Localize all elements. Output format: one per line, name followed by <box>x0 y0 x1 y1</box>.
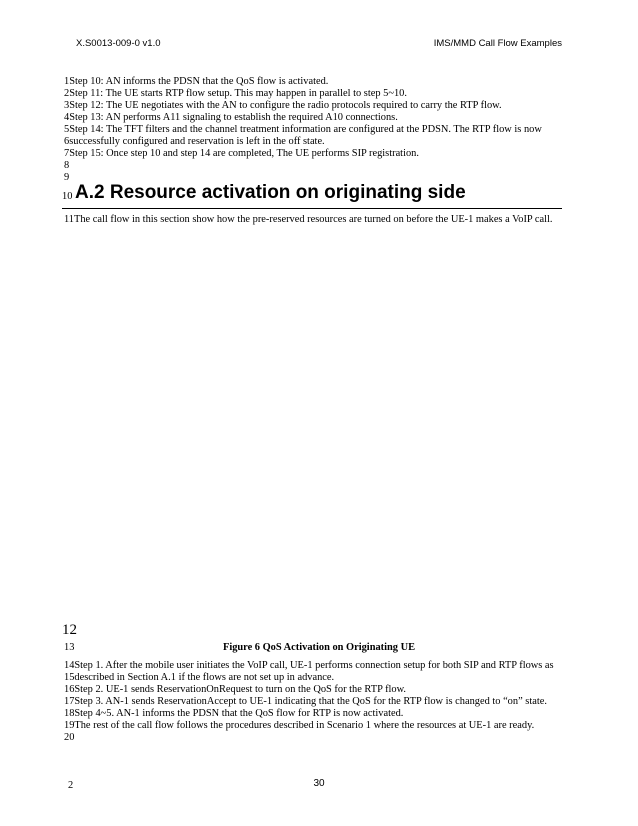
line-text: Step 4~5. AN-1 informs the PDSN that the QoS flow for RTP is now activated. <box>74 708 404 719</box>
text-line <box>64 100 584 112</box>
figure-caption: Figure 6 QoS Activation on Originating UE <box>222 642 416 653</box>
line-text: Step 12: The UE negotiates with the AN to configure the radio protocols required to carry the RTP flow. <box>69 100 502 111</box>
text-line <box>64 708 584 720</box>
line-number: 7 <box>64 148 70 159</box>
line-number: 13 <box>64 642 75 653</box>
line-number: 10 <box>62 191 73 202</box>
text-line <box>64 160 584 172</box>
line-text: The call flow in this section show how the pre-reserved resources are turned on before the UE-1 makes a VoIP call. <box>74 214 553 225</box>
footer-line-number: 2 <box>68 780 74 791</box>
line-text: described in Section A.1 if the flows are not set up in advance. <box>74 672 335 683</box>
text-line <box>64 112 584 124</box>
line-text: Step 3. AN-1 sends ReservationAccept to UE-1 indicating that the QoS for the RTP flow is changed to “on” state. <box>74 696 547 707</box>
line-text: Step 1. After the mobile user initiates the VoIP call, UE-1 performs connection setup for both SIP and RTP flows as <box>74 660 554 671</box>
line-text: Step 15: Once step 10 and step 14 are completed, The UE performs SIP registration. <box>69 148 419 159</box>
text-line <box>64 672 584 684</box>
line-number: 20 <box>64 732 75 743</box>
text-line <box>64 660 584 672</box>
line-text: successfully configured and reservation is left in the off state. <box>69 136 325 147</box>
section-title: A.2 Resource activation on originating side <box>75 182 466 203</box>
line-number: 1 <box>64 76 70 87</box>
text-line <box>64 732 584 744</box>
text-line <box>64 148 584 160</box>
line-number: 8 <box>64 160 70 171</box>
line-number: 2 <box>64 88 70 99</box>
line-text: Step 14: The TFT filters and the channel treatment information are configured at the PDSN. The RTP flow is now <box>69 124 542 135</box>
text-line <box>64 214 584 226</box>
text-line <box>64 124 584 136</box>
line-text: Step 2. UE-1 sends ReservationOnRequest to turn on the QoS for the RTP flow. <box>74 684 407 695</box>
text-line <box>64 136 584 148</box>
line-text: The rest of the call flow follows the procedures described in Scenario 1 where the resources at UE-1 are ready. <box>74 720 535 731</box>
section-heading <box>62 182 562 209</box>
text-line <box>64 76 584 88</box>
text-line <box>64 696 584 708</box>
line-number: 11 <box>64 214 75 225</box>
line-text: Step 11: The UE starts RTP flow setup. This may happen in parallel to step 5~10. <box>69 88 407 99</box>
line-number: 4 <box>64 112 70 123</box>
text-line <box>64 720 584 732</box>
header-doc-title: IMS/MMD Call Flow Examples <box>433 38 562 49</box>
line-number: 17 <box>64 696 75 707</box>
header-doc-id: X.S0013-009-0 v1.0 <box>76 38 161 49</box>
line-number: 12 <box>62 622 77 638</box>
line-number: 18 <box>64 708 75 719</box>
line-number: 14 <box>64 660 75 671</box>
line-text: Step 13: AN performs A11 signaling to establish the required A10 connections. <box>69 112 398 123</box>
line-number: 3 <box>64 100 70 111</box>
page-number: 30 <box>313 778 325 789</box>
text-line <box>64 684 584 696</box>
line-number: 6 <box>64 136 70 147</box>
line-number: 19 <box>64 720 75 731</box>
line-number: 15 <box>64 672 75 683</box>
line-number: 16 <box>64 684 75 695</box>
text-line <box>64 88 584 100</box>
line-number: 5 <box>64 124 70 135</box>
line-text: Step 10: AN informs the PDSN that the QoS flow is activated. <box>69 76 329 87</box>
line-number: 9 <box>64 172 70 183</box>
